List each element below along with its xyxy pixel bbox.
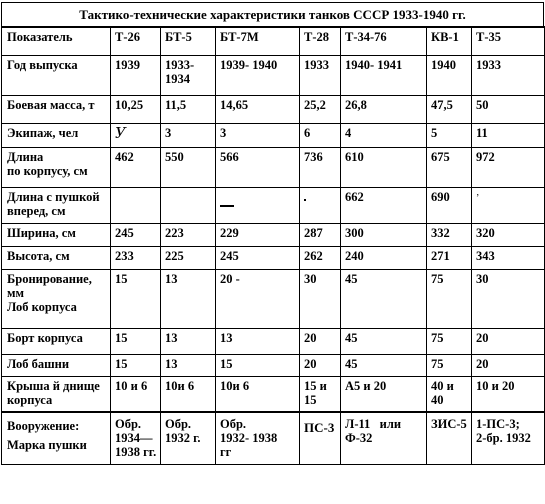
row-label: Вооружение: Марка пушки: [2, 412, 111, 464]
table-cell: [472, 187, 545, 223]
table-cell: 15: [111, 354, 161, 376]
table-cell: 40 и 40: [427, 376, 472, 412]
table-row: [2, 123, 545, 147]
row-label: Длина по корпусу, см: [2, 147, 111, 187]
row-label: Длина с пушкой вперед, см: [2, 187, 111, 223]
table-cell: 675: [427, 147, 472, 187]
header-cell: БТ-7М: [216, 27, 300, 55]
table-cell: 75: [427, 328, 472, 354]
table-cell: 610: [341, 147, 427, 187]
table-cell: 1933: [472, 55, 545, 95]
table-cell: 13: [216, 328, 300, 354]
row-label: Год выпуска: [2, 55, 111, 95]
table-cell: ЗИС-5: [427, 412, 472, 464]
table-cell: 4: [341, 123, 427, 147]
table-cell: 20: [300, 328, 341, 354]
table-cell: 1940- 1941: [341, 55, 427, 95]
table-cell: Л-11 или Ф-32: [341, 412, 427, 464]
table-cell: 15 и 15: [300, 376, 341, 412]
table-cell: 10 и 20: [472, 376, 545, 412]
table-cell: Обр. 1932- 1938 гг: [216, 412, 300, 464]
table-title: Тактико-технические характеристики танков СССР 1933-1940 гг.: [1, 2, 544, 26]
table-cell: Обр. 1932 г.: [161, 412, 216, 464]
row-label: Высота, см: [2, 246, 111, 269]
table-cell: 287: [300, 223, 341, 246]
row-label: Крыша й днище корпуса: [2, 376, 111, 412]
table-cell: 736: [300, 147, 341, 187]
table-cell: 75: [427, 354, 472, 376]
table-cell: 271: [427, 246, 472, 269]
table-row: [2, 354, 545, 376]
table-cell: 320: [472, 223, 545, 246]
table-cell: 20: [300, 354, 341, 376]
table-cell: 1933: [300, 55, 341, 95]
table-cell: 10 и 6: [111, 376, 161, 412]
table-cell: 5: [427, 123, 472, 147]
table-cell: 14,65: [216, 95, 300, 123]
table-cell: 662: [341, 187, 427, 223]
table-cell: 262: [300, 246, 341, 269]
table-cell: 972: [472, 147, 545, 187]
table-cell: 245: [216, 246, 300, 269]
table-cell: 15: [111, 269, 161, 328]
table-cell: 20: [472, 328, 545, 354]
table-cell: 15: [111, 328, 161, 354]
table-cell: 20: [472, 354, 545, 376]
table-cell: 225: [161, 246, 216, 269]
table-cell: А5 и 20: [341, 376, 427, 412]
table-row: [2, 412, 545, 464]
table-cell: 45: [341, 354, 427, 376]
header-cell: Т-28: [300, 27, 341, 55]
table-cell: 6: [300, 123, 341, 147]
table-cell: Обр. 1934— 1938 гг.: [111, 412, 161, 464]
table-cell: 1-ПС-3; 2-бр. 1932: [472, 412, 545, 464]
row-label: Ширина, см: [2, 223, 111, 246]
header-cell: Т-34-76: [341, 27, 427, 55]
row-label: Экипаж, чел: [2, 123, 111, 147]
table-cell: 30: [472, 269, 545, 328]
table-cell: [216, 187, 300, 223]
table-cell: 26,8: [341, 95, 427, 123]
table-cell: 1939- 1940: [216, 55, 300, 95]
table-cell: 25,2: [300, 95, 341, 123]
tick-mark: ʼ: [476, 192, 480, 204]
table-cell: 3: [161, 123, 216, 147]
header-cell: КВ-1: [427, 27, 472, 55]
table-row: [2, 246, 545, 269]
table-row: [2, 376, 545, 412]
table-cell: 3: [216, 123, 300, 147]
table-cell: У: [111, 123, 161, 147]
table-cell: 11: [472, 123, 545, 147]
table-cell: 1933- 1934: [161, 55, 216, 95]
dot-mark: [304, 199, 306, 201]
document: [1, 2, 544, 465]
table-cell: [111, 187, 161, 223]
table-cell: 566: [216, 147, 300, 187]
table-cell: 229: [216, 223, 300, 246]
table-cell: 223: [161, 223, 216, 246]
table-cell: 1940: [427, 55, 472, 95]
table-cell: 240: [341, 246, 427, 269]
table-cell: 10и 6: [216, 376, 300, 412]
table-cell: 10и 6: [161, 376, 216, 412]
table-cell: 45: [341, 269, 427, 328]
table-cell: 30: [300, 269, 341, 328]
table-cell: 343: [472, 246, 545, 269]
table-cell: ПС-3: [300, 412, 341, 464]
header-cell: Т-35: [472, 27, 545, 55]
table-cell: 332: [427, 223, 472, 246]
table-cell: [300, 187, 341, 223]
row-label: Борт корпуса: [2, 328, 111, 354]
table-cell: 75: [427, 269, 472, 328]
table-cell: 300: [341, 223, 427, 246]
table-cell: 13: [161, 328, 216, 354]
header-cell: БТ-5: [161, 27, 216, 55]
specs-table: [1, 26, 545, 465]
table-cell: 20 -: [216, 269, 300, 328]
table-row: [2, 55, 545, 95]
table-cell: 10,25: [111, 95, 161, 123]
table-cell: 1939: [111, 55, 161, 95]
table-row: [2, 147, 545, 187]
table-cell: 11,5: [161, 95, 216, 123]
table-row: [2, 328, 545, 354]
table-cell: [161, 187, 216, 223]
table-cell: 50: [472, 95, 545, 123]
table-cell: 13: [161, 269, 216, 328]
header-cell: Показатель: [2, 27, 111, 55]
row-label: Лоб башни: [2, 354, 111, 376]
table-cell: 45: [341, 328, 427, 354]
table-cell: 462: [111, 147, 161, 187]
dash-mark: [220, 205, 234, 207]
header-row: [2, 27, 545, 55]
row-label: Бронирование, мм Лоб корпуса: [2, 269, 111, 328]
table-row: [2, 95, 545, 123]
row-label: Боевая масса, т: [2, 95, 111, 123]
table-row: [2, 269, 545, 328]
table-cell: 15: [216, 354, 300, 376]
table-row: [2, 223, 545, 246]
table-cell: 233: [111, 246, 161, 269]
table-row: [2, 187, 545, 223]
table-cell: 550: [161, 147, 216, 187]
header-cell: Т-26: [111, 27, 161, 55]
table-cell: 13: [161, 354, 216, 376]
table-cell: 245: [111, 223, 161, 246]
table-cell: 47,5: [427, 95, 472, 123]
table-cell: 690: [427, 187, 472, 223]
